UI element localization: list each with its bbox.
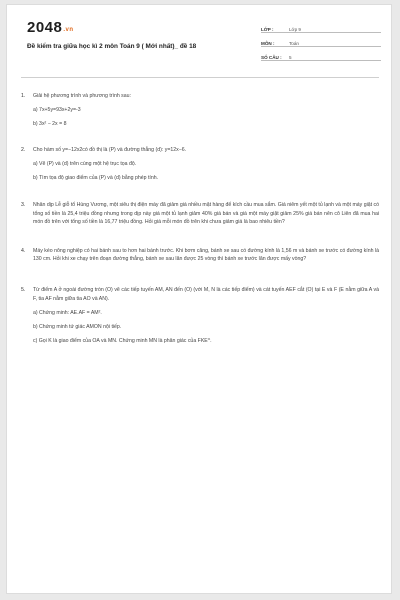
logo-main: 2048 (27, 19, 63, 36)
question-text: Giải hệ phương trình và phương trình sau: (33, 93, 131, 99)
question-part: b) 3x² − 2x = 8 (33, 121, 67, 128)
meta-label: SỐ CÂU : (261, 55, 282, 60)
question-body (33, 146, 379, 182)
meta-value: Toán (289, 41, 299, 46)
question-text: Từ điểm A ở ngoài đường tròn (O) vẽ các tiếp tuyến AM, AN đến (O) (với M, N là các tiếp điểm) và cát tuyến AEF cắt (O) tại E và F (E nằm giữa A và F, tia AF nằm giữa tia AO và AN). (33, 287, 379, 302)
question-part: a) Chứng minh: AE.AF = AM². (33, 309, 102, 316)
question-part: b) Tìm tọa độ giao điểm của (P) và (d) bằng phép tính. (33, 175, 159, 182)
question-2 (21, 146, 379, 182)
question-part: c) Gọi K là giao điểm của OA và MN. Chứng minh MN là phân giác của FKE^. (33, 337, 212, 344)
meta-value: 5 (289, 55, 292, 60)
question-5 (21, 286, 379, 344)
meta-label: LỚP : (261, 27, 274, 32)
document-header (21, 15, 379, 67)
question-number: 2. (21, 146, 26, 153)
meta-row-subject (261, 35, 381, 47)
question-body (33, 201, 379, 229)
question-3 (21, 201, 379, 229)
document-page (6, 4, 392, 594)
meta-table (261, 21, 381, 63)
question-body (33, 247, 379, 266)
meta-value: Lớp 9 (289, 27, 301, 32)
question-part: b) Chứng minh tứ giác AMON nội tiếp. (33, 323, 122, 330)
question-number: 5. (21, 286, 26, 293)
question-body (33, 92, 379, 128)
meta-row-class (261, 21, 381, 33)
logo-sub: .vn (63, 27, 74, 33)
header-divider (21, 77, 379, 78)
question-number: 3. (21, 201, 26, 208)
question-part: a) 7x+5y=93x+2y=-3 (33, 107, 81, 114)
question-1 (21, 92, 379, 128)
question-number: 4. (21, 247, 26, 254)
question-4 (21, 247, 379, 266)
site-logo[interactable] (27, 19, 74, 36)
question-text: Máy kéo nông nghiệp có hai bánh sau to hơn hai bánh trước. Khi bơm căng, bánh xe sau có đường kính là 1,56 m và bánh xe trước có đường kính là 130 cm. Hỏi khi xe chạy trên đoạn đường thẳng, bánh xe sau lăn được 25 vòng thì bánh xe trước lăn được mấy vòng? (33, 248, 379, 263)
question-text: Nhân dịp Lễ giỗ tổ Hùng Vương, một siêu thị điện máy đã giảm giá nhiều mặt hàng để kích cầu mua sắm. Giá niêm yết một tủ lạnh và một máy giặt có tổng số tiền là 25,4 triệu đồng nhưng trong dịp này giá một tủ lạnh giảm 40% giá bán và giá một máy giặt giảm 25% giá bán nên cô Liên đã mua hai món đồ trên với tổng số tiền là 16,77 triệu đồng. Hỏi giá mỗi món đồ trên khi chưa giảm giá là bao nhiêu tiền? (33, 202, 379, 225)
question-number: 1. (21, 92, 26, 99)
question-text: Cho hàm số y=−12x2có đồ thị là (P) và đường thẳng (d): y=12x−6. (33, 147, 187, 154)
question-part: a) Vẽ (P) và (d) trên cùng một hệ trục tọa độ. (33, 161, 137, 168)
question-body (33, 286, 379, 344)
meta-label: MÔN : (261, 41, 275, 46)
document-title: Đề kiểm tra giữa học kì 2 môn Toán 9 ( Mới nhất)_ đề 18 (27, 43, 197, 50)
meta-row-count (261, 49, 381, 61)
